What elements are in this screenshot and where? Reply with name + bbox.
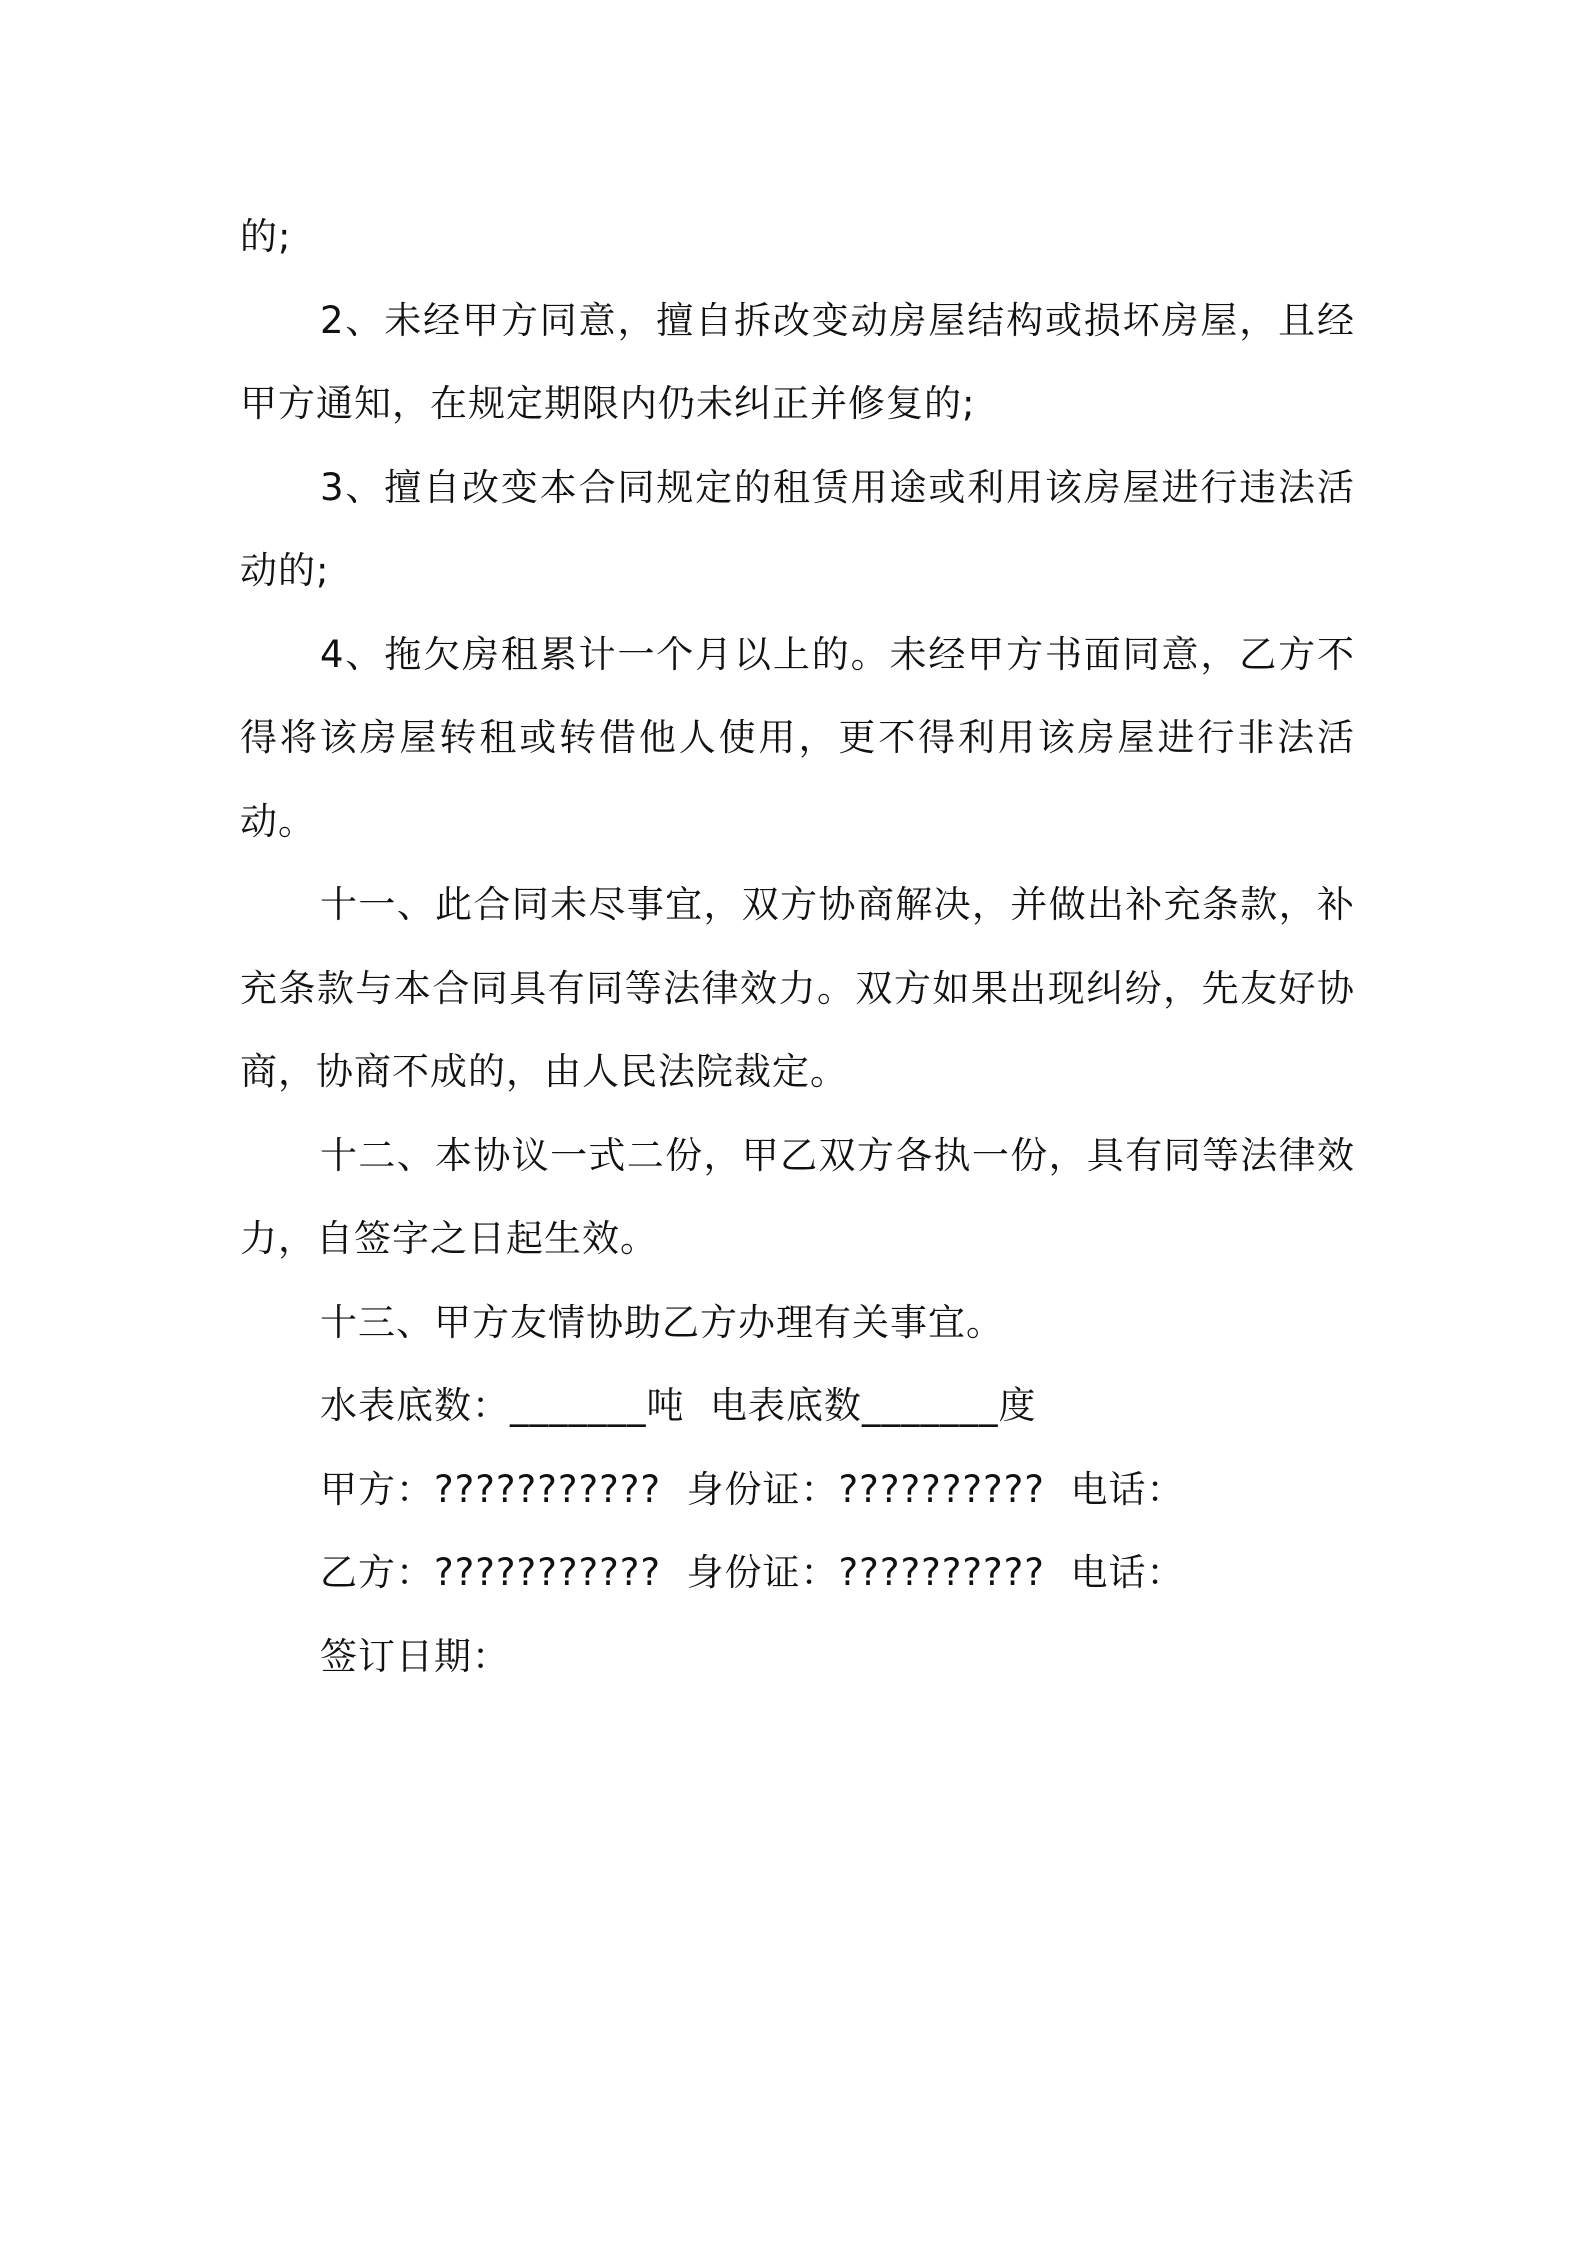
- document-body: [240, 195, 1355, 1698]
- clause-item-3: 3、擅自改变本合同规定的租赁用途或利用该房屋进行违法活动的;: [240, 465, 1355, 592]
- clause-item-2: 2、未经甲方同意，擅自拆改变动房屋结构或损坏房屋，且经甲方通知，在规定期限内仍未纠正并修复的;: [240, 298, 1355, 425]
- meter-readings-line: 水表底数：_______吨 电表底数_______度: [320, 1384, 1037, 1427]
- clause-twelve: 十二、本协议一式二份，甲乙双方各执一份，具有同等法律效力，自签字之日起生效。: [240, 1133, 1355, 1260]
- clause-eleven: 十一、此合同未尽事宜，双方协商解决，并做出补充条款，补充条款与本合同具有同等法律效力。双方如果出现纠纷，先友好协商，协商不成的，由人民法院裁定。: [240, 883, 1355, 1093]
- party-b-line: 乙方：??????????? 身份证：?????????? 电话：: [320, 1551, 1185, 1594]
- paragraph-continuation: 的;: [240, 215, 292, 258]
- party-a-line: 甲方：??????????? 身份证：?????????? 电话：: [320, 1467, 1185, 1511]
- clause-thirteen: 十三、甲方友情协助乙方办理有关事宜。: [320, 1300, 1004, 1344]
- sign-date-line: 签订日期：: [320, 1634, 510, 1678]
- clause-item-4: 4、拖欠房租累计一个月以上的。未经甲方书面同意，乙方不得将该房屋转租或转借他人使用，更不得利用该房屋进行非法活动。: [240, 632, 1355, 843]
